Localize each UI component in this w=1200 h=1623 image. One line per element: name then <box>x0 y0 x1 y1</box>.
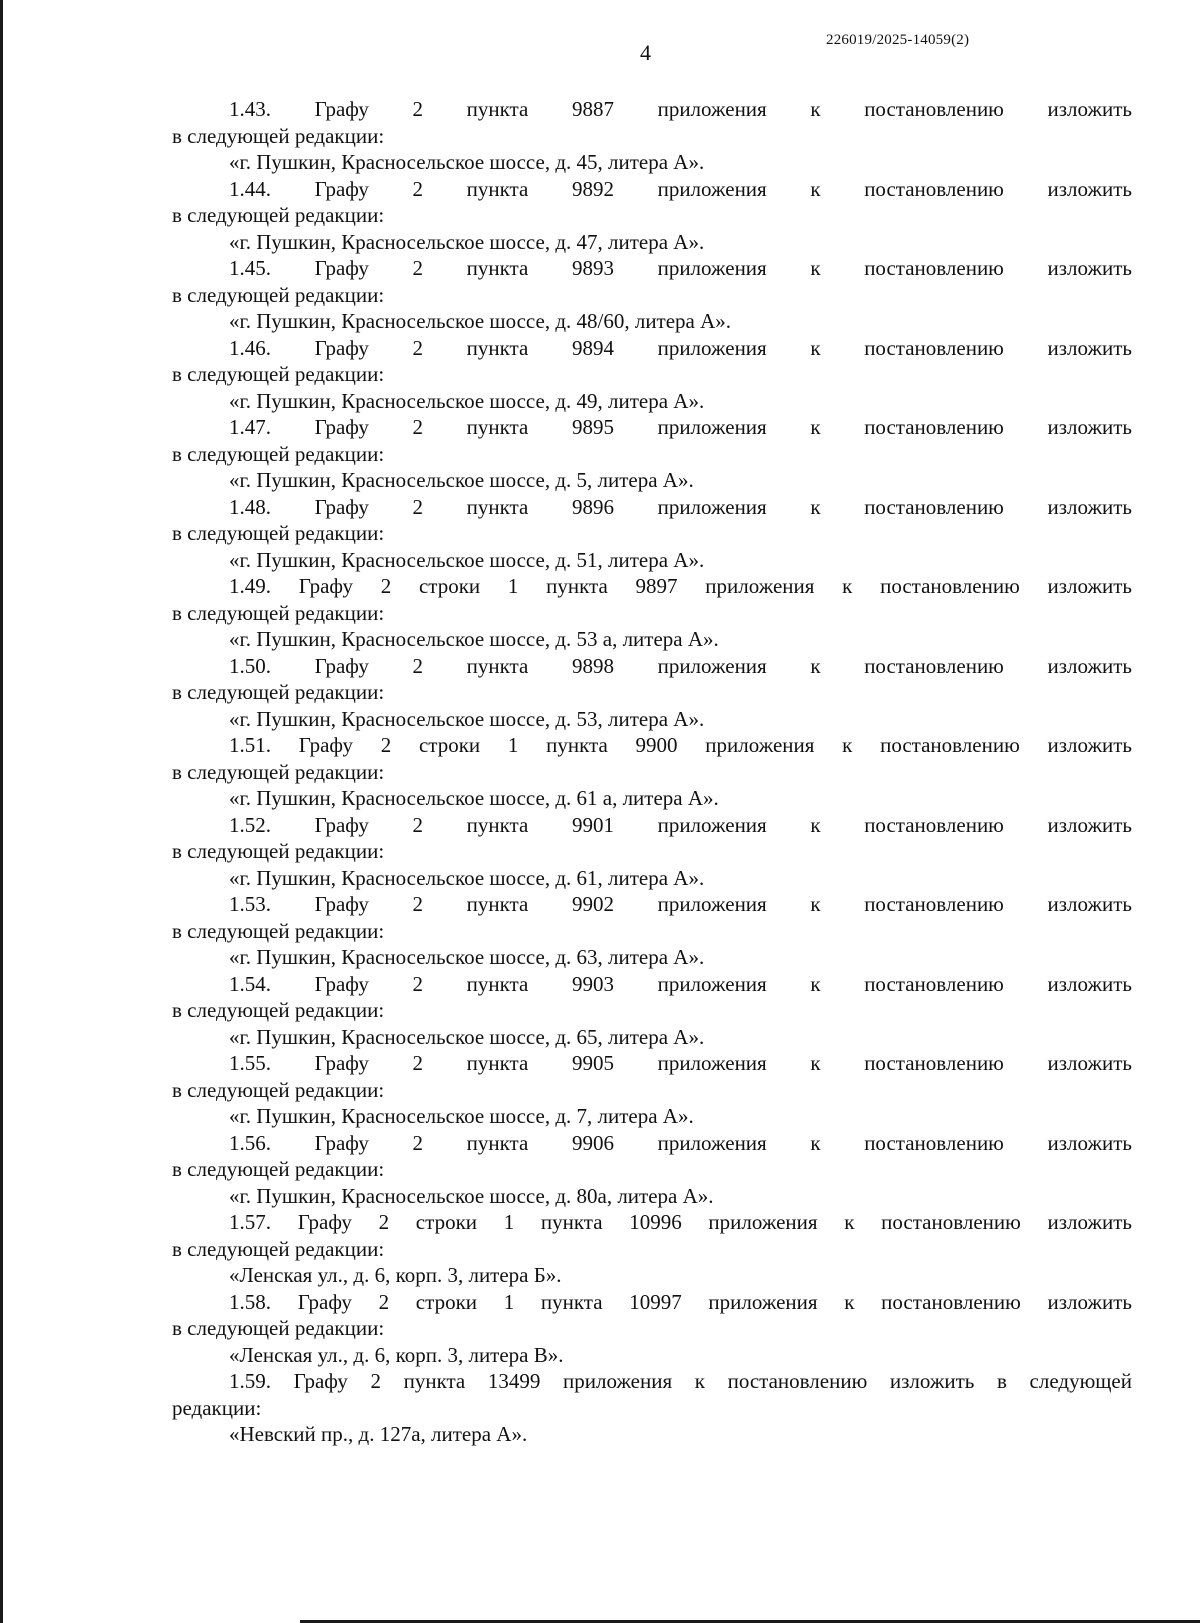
item-number: 1.51. <box>229 733 271 757</box>
item-continuation: в следующей редакции: <box>172 441 385 466</box>
item-text: Графу 2 пункта 9906 приложения к постановлению изложить <box>314 1130 1132 1155</box>
item-paragraph <box>172 971 1132 998</box>
item-text: Графу 2 строки 1 пункта 10997 приложения к постановлению изложить <box>297 1289 1133 1314</box>
scan-edge-left <box>0 0 3 1623</box>
list-item <box>172 1130 1132 1210</box>
item-number: 1.58. <box>229 1289 271 1314</box>
item-number: 1.45. <box>229 256 271 280</box>
list-item <box>172 1368 1132 1448</box>
item-paragraph <box>172 255 1132 282</box>
item-address-quote: «г. Пушкин, Красносельское шоссе, д. 65, литера А». <box>229 1024 705 1049</box>
item-paragraph <box>172 1130 1132 1157</box>
item-continuation: в следующей редакции: <box>172 680 385 704</box>
item-text: Графу 2 пункта 9896 приложения к постановлению изложить <box>314 494 1132 519</box>
item-paragraph <box>172 891 1132 918</box>
item-address-quote: «г. Пушкин, Красносельское шоссе, д. 63, литера А». <box>229 945 705 969</box>
document-number: 226019/2025-14059(2) <box>826 32 970 48</box>
item-text: Графу 2 пункта 9902 приложения к постановлению изложить <box>314 892 1132 916</box>
item-address-quote: «Ленская ул., д. 6, корп. 3, литера Б». <box>229 1263 562 1287</box>
list-item <box>172 494 1132 574</box>
item-text: Графу 2 строки 1 пункта 10996 приложения к постановлению изложить <box>297 1210 1133 1234</box>
item-continuation: в следующей редакции: <box>172 839 385 863</box>
item-number: 1.56. <box>229 1130 271 1155</box>
item-continuation: в следующей редакции: <box>172 123 385 148</box>
item-address-quote: «Ленская ул., д. 6, корп. 3, литера В». <box>229 1342 564 1367</box>
item-text: Графу 2 пункта 9895 приложения к постановлению изложить <box>314 415 1132 439</box>
list-item <box>172 812 1132 892</box>
item-continuation: в следующей редакции: <box>172 998 385 1022</box>
list-item <box>172 891 1132 971</box>
item-continuation: в следующей редакции: <box>172 282 385 307</box>
item-text: Графу 2 пункта 9901 приложения к постановлению изложить <box>314 812 1132 837</box>
item-paragraph <box>172 732 1132 759</box>
item-paragraph <box>172 1050 1132 1077</box>
list-item <box>172 335 1132 415</box>
list-item <box>172 255 1132 335</box>
item-continuation: редакции: <box>172 1395 262 1420</box>
item-address-quote: «г. Пушкин, Красносельское шоссе, д. 61 а, литера А». <box>229 786 719 810</box>
list-item <box>172 732 1132 812</box>
item-number: 1.49. <box>229 574 271 598</box>
list-item <box>172 653 1132 733</box>
item-continuation: в следующей редакции: <box>172 521 385 545</box>
item-address-quote: «г. Пушкин, Красносельское шоссе, д. 53 а, литера А». <box>229 627 719 651</box>
list-item <box>172 96 1132 176</box>
item-continuation: в следующей редакции: <box>172 1316 385 1340</box>
item-number: 1.55. <box>229 1051 271 1075</box>
item-paragraph <box>172 176 1132 203</box>
item-number: 1.43. <box>229 97 271 121</box>
document-body <box>172 96 1132 1448</box>
item-address-quote: «г. Пушкин, Красносельское шоссе, д. 80а, литера А». <box>229 1183 714 1208</box>
item-paragraph <box>172 653 1132 680</box>
item-number: 1.48. <box>229 494 271 519</box>
item-continuation: в следующей редакции: <box>172 1157 385 1181</box>
item-address-quote: «г. Пушкин, Красносельское шоссе, д. 51, литера А». <box>229 547 705 572</box>
list-item <box>172 573 1132 653</box>
item-address-quote: «г. Пушкин, Красносельское шоссе, д. 7, литера А». <box>229 1104 694 1128</box>
list-item <box>172 176 1132 256</box>
item-number: 1.50. <box>229 653 271 678</box>
item-text: Графу 2 пункта 9893 приложения к постановлению изложить <box>314 256 1132 280</box>
item-address-quote: «г. Пушкин, Красносельское шоссе, д. 5, литера А». <box>229 468 694 492</box>
item-address-quote: «Невский пр., д. 127а, литера А». <box>229 1422 528 1446</box>
item-paragraph <box>172 1289 1132 1316</box>
item-paragraph <box>172 335 1132 362</box>
item-address-quote: «г. Пушкин, Красносельское шоссе, д. 48/60, литера А». <box>229 309 732 333</box>
item-number: 1.44. <box>229 176 271 201</box>
item-paragraph <box>172 812 1132 839</box>
item-text: Графу 2 строки 1 пункта 9897 приложения к постановлению изложить <box>298 574 1132 598</box>
list-item <box>172 414 1132 494</box>
item-paragraph <box>172 96 1132 123</box>
list-item <box>172 1289 1132 1369</box>
list-item <box>172 1209 1132 1289</box>
item-continuation: в следующей редакции: <box>172 759 385 784</box>
item-number: 1.47. <box>229 415 271 439</box>
item-number: 1.53. <box>229 892 271 916</box>
item-paragraph <box>172 573 1132 600</box>
item-text: Графу 2 строки 1 пункта 9900 приложения к постановлению изложить <box>298 733 1132 757</box>
page-number: 4 <box>640 40 651 65</box>
item-paragraph <box>172 494 1132 521</box>
item-continuation: в следующей редакции: <box>172 1236 385 1261</box>
item-number: 1.46. <box>229 335 271 360</box>
list-item <box>172 971 1132 1051</box>
item-paragraph <box>172 414 1132 441</box>
item-continuation: в следующей редакции: <box>172 362 385 386</box>
item-continuation: в следующей редакции: <box>172 203 385 227</box>
item-address-quote: «г. Пушкин, Красносельское шоссе, д. 61, литера А». <box>229 865 705 890</box>
item-number: 1.57. <box>229 1210 271 1234</box>
item-text: Графу 2 пункта 13499 приложения к постановлению изложить в следующей <box>293 1369 1132 1393</box>
item-address-quote: «г. Пушкин, Красносельское шоссе, д. 45, литера А». <box>229 150 705 174</box>
item-continuation: в следующей редакции: <box>172 600 385 625</box>
item-continuation: в следующей редакции: <box>172 1077 385 1102</box>
item-text: Графу 2 пункта 9905 приложения к постановлению изложить <box>314 1051 1132 1075</box>
item-text: Графу 2 пункта 9887 приложения к постановлению изложить <box>314 97 1132 121</box>
item-paragraph <box>172 1209 1132 1236</box>
item-address-quote: «г. Пушкин, Красносельское шоссе, д. 49, литера А». <box>229 388 705 413</box>
item-text: Графу 2 пункта 9894 приложения к постановлению изложить <box>314 335 1132 360</box>
item-number: 1.54. <box>229 971 271 996</box>
item-continuation: в следующей редакции: <box>172 918 385 943</box>
item-number: 1.59. <box>229 1369 271 1393</box>
item-paragraph <box>172 1368 1132 1395</box>
item-text: Графу 2 пункта 9903 приложения к постановлению изложить <box>314 971 1132 996</box>
item-address-quote: «г. Пушкин, Красносельское шоссе, д. 53, литера А». <box>229 706 705 731</box>
item-address-quote: «г. Пушкин, Красносельское шоссе, д. 47, литера А». <box>229 229 705 254</box>
item-text: Графу 2 пункта 9892 приложения к постановлению изложить <box>314 176 1132 201</box>
item-number: 1.52. <box>229 812 271 837</box>
list-item <box>172 1050 1132 1130</box>
item-text: Графу 2 пункта 9898 приложения к постановлению изложить <box>314 653 1132 678</box>
